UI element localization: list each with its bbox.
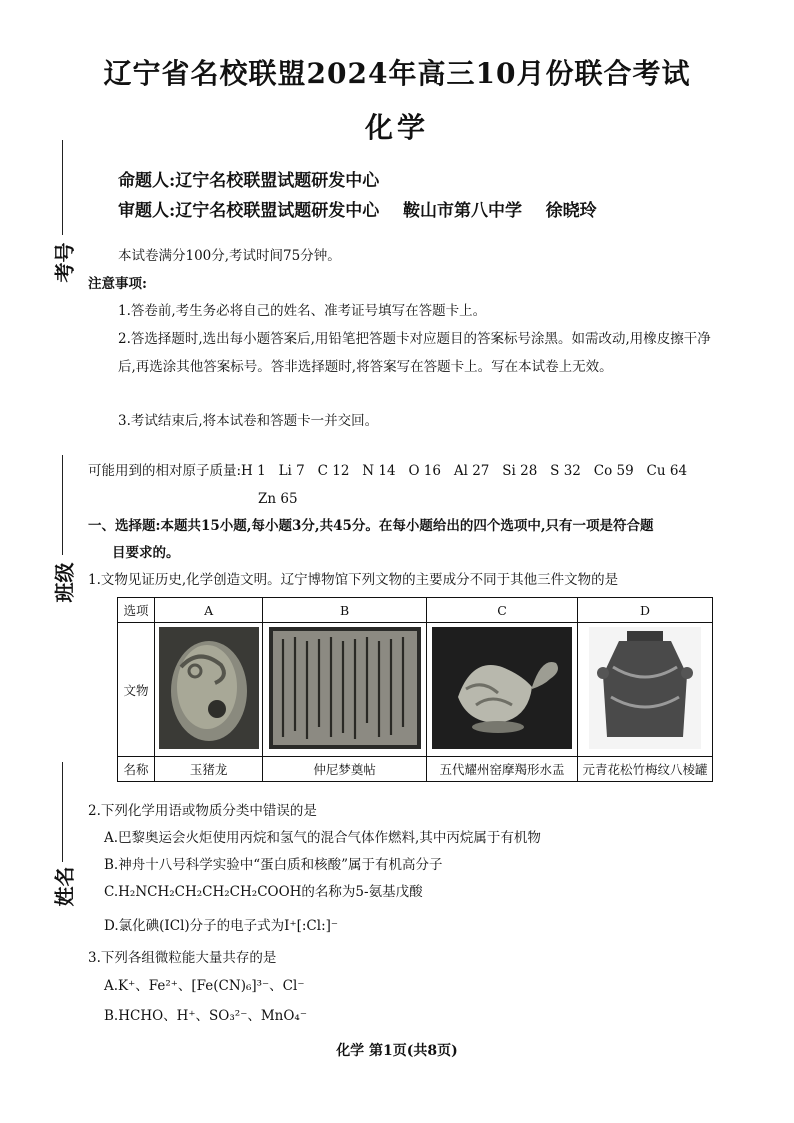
q2-option-d: D.氯化碘(ICl)分子的电子式为I⁺[:Cl:]⁻ [104, 918, 339, 934]
q3-option-b: B.HCHO、H⁺、SO₃²⁻、MnO₄⁻ [104, 1008, 307, 1024]
notice-item: 3.考试结束后,将本试卷和答题卡一并交回。 [118, 413, 379, 429]
jade-pig-dragon-image [159, 627, 259, 749]
author-line-2: 审题人:辽宁名校联盟试题研发中心 鞍山市第八中学 徐晓玲 [118, 201, 597, 221]
q1-artifact-table [117, 597, 713, 782]
exam-no-label: 考号 [52, 242, 77, 283]
option-b-header: B [263, 598, 427, 623]
option-d-header: D [578, 598, 713, 623]
exam-no-line [62, 140, 63, 235]
class-line [62, 455, 63, 555]
atomic-masses-line-1: 可能用到的相对原子质量:H 1 Li 7 C 12 N 14 O 16 Al 27 Si 28 S 32 Co 59 Cu 64 [88, 463, 688, 479]
blue-white-octagonal-jar-image [589, 627, 701, 749]
artifact-c-image [427, 623, 578, 757]
atomic-masses-line-2: Zn 65 [258, 491, 298, 507]
table-header-artifact: 文物 [118, 623, 155, 757]
q2-stem: 2.下列化学用语或物质分类中错误的是 [88, 803, 317, 819]
exam-title: 辽宁省名校联盟2024年高三10月份联合考试 [103, 57, 691, 90]
option-a-header: A [155, 598, 263, 623]
q2-option-a: A.巴黎奥运会火炬使用丙烷和氢气的混合气体作燃料,其中丙烷属于有机物 [104, 830, 541, 846]
exam-intro: 本试卷满分100分,考试时间75分钟。 [118, 248, 341, 264]
yaozhou-makara-water-pot-image [432, 627, 572, 749]
artifact-b-image [263, 623, 427, 757]
name-line [62, 762, 63, 862]
class-label: 班级 [52, 562, 77, 603]
page-footer: 化学 第1页(共8页) [336, 1043, 458, 1059]
artifact-c-name: 五代耀州窑摩羯形水盂 [427, 757, 578, 782]
notice-item: 2.答选择题时,选出每小题答案后,用铅笔把答题卡对应题目的答案标号涂黑。如需改动,用橡皮擦干净后,再选涂其他答案标号。答非选择题时,将答案写在答题卡上。写在本试卷上无效。 [118, 331, 711, 375]
table-header-option: 选项 [118, 598, 155, 623]
q2-option-b: B.神舟十八号科学实验中“蛋白质和核酸”属于有机高分子 [104, 857, 443, 873]
author-line-1: 命题人:辽宁名校联盟试题研发中心 [118, 171, 380, 191]
q3-option-a: A.K⁺、Fe²⁺、[Fe(CN)₆]³⁻、Cl⁻ [104, 978, 305, 994]
option-c-header: C [427, 598, 578, 623]
artifact-d-name: 元青花松竹梅纹八棱罐 [578, 757, 713, 782]
q3-stem: 3.下列各组微粒能大量共存的是 [88, 950, 277, 966]
name-label: 姓名 [52, 866, 77, 907]
notice-item: 1.答卷前,考生务必将自己的姓名、准考证号填写在答题卡上。 [118, 303, 487, 319]
calligraphy-scroll-image [269, 627, 421, 749]
q2-option-c: C.H₂NCH₂CH₂CH₂CH₂COOH的名称为5-氨基戊酸 [104, 884, 423, 900]
section-heading: 一、选择题:本题共15小题,每小题3分,共45分。在每小题给出的四个选项中,只有一项是符合题 [88, 518, 654, 534]
artifact-b-name: 仲尼梦奠帖 [263, 757, 427, 782]
artifact-a-image [155, 623, 263, 757]
q1-stem: 1.文物见证历史,化学创造文明。辽宁博物馆下列文物的主要成分不同于其他三件文物的是 [88, 572, 619, 588]
artifact-d-image [578, 623, 713, 757]
subject-title: 化学 [364, 111, 429, 144]
artifact-a-name: 玉猪龙 [155, 757, 263, 782]
notice-title: 注意事项: [88, 276, 147, 292]
section-heading-cont: 目要求的。 [112, 545, 180, 561]
table-header-name: 名称 [118, 757, 155, 782]
